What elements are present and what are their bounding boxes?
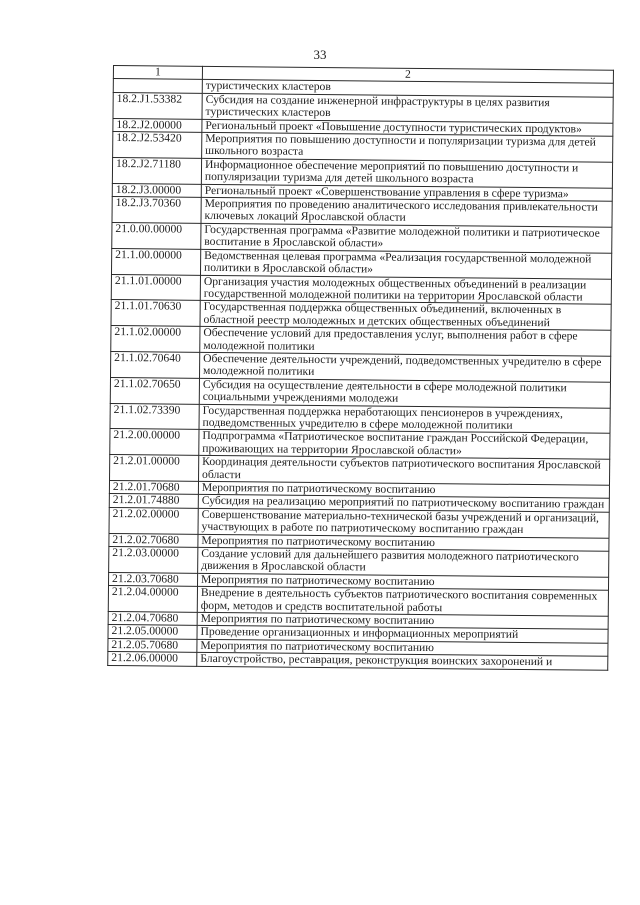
- item-name-cell: Координация деятельности субъектов патриотического воспитания Ярославской области: [199, 456, 610, 486]
- budget-code-cell: 21.2.00.00000: [110, 429, 199, 456]
- item-name-cell: Проведение организационных и информационных мероприятий: [197, 626, 608, 643]
- budget-code-cell: 21.2.04.70680: [108, 612, 197, 626]
- budget-code-cell: 18.2.J2.71180: [112, 157, 201, 184]
- item-name-cell: Мероприятия по патриотическому воспитанию: [198, 481, 609, 498]
- table-body: [108, 79, 614, 670]
- item-name-cell: Субсидия на создание инженерной инфраструктуры в целях развития туристических кластеров: [202, 93, 613, 123]
- budget-code-cell: 21.1.00.00000: [111, 248, 200, 275]
- item-name-cell: Мероприятия по проведению аналитического исследования привлекательности ключевых локаций Ярославской области: [201, 197, 612, 227]
- item-name-cell: Мероприятия по патриотическому воспитанию: [197, 639, 608, 656]
- item-name-cell: Государственная поддержка общественных объединений, включенных в областной реестр молодежных и детских общественных объединений: [200, 301, 611, 331]
- budget-code-cell: 21.2.03.00000: [109, 547, 198, 574]
- budget-code-cell: [113, 79, 202, 93]
- item-name-cell: Совершенствование материально-технической базы учреждений и организаций, участвующих в работе по патриотическому воспитанию граждан: [198, 508, 609, 538]
- item-name-cell: Мероприятия по патриотическому воспитанию: [197, 612, 608, 629]
- budget-code-cell: 21.2.01.70680: [109, 480, 198, 494]
- table-row: [108, 652, 608, 670]
- budget-code-cell: 21.1.02.70650: [110, 377, 199, 404]
- item-name-cell: Ведомственная целевая программа «Реализация государственной молодежной политики в Ярославской области»: [200, 249, 611, 279]
- budget-code-cell: 21.2.06.00000: [108, 652, 197, 666]
- budget-code-cell: 18.2.J3.70360: [112, 197, 201, 224]
- budget-code-cell: 18.2.J1.53382: [113, 92, 202, 119]
- budget-code-cell: 21.2.01.74880: [109, 494, 198, 508]
- budget-code-cell: 21.2.04.00000: [108, 586, 197, 613]
- budget-code-cell: 21.1.01.70630: [111, 300, 200, 327]
- item-name-cell: Подпрограмма «Патриотическое воспитание граждан Российской Федерации, проживающих на территории Ярославской области»: [199, 430, 610, 460]
- item-name-cell: Субсидия на осуществление деятельности в сфере молодежной политики социальными учреждениями молодежи: [199, 378, 610, 408]
- budget-code-cell: 18.2.J2.53420: [113, 132, 202, 159]
- budget-code-cell: 21.2.02.00000: [109, 507, 198, 534]
- item-name-cell: Региональный проект «Совершенствование управления в сфере туризма»: [201, 184, 612, 201]
- item-name-cell: Мероприятия по патриотическому воспитанию: [197, 573, 608, 590]
- item-name-cell: Мероприятия по патриотическому воспитанию: [198, 534, 609, 551]
- item-name-cell: Создание условий для дальнейшего развития молодежного патриотического движения в Ярославской области: [198, 547, 609, 577]
- budget-code-cell: 21.2.01.00000: [110, 455, 199, 482]
- item-name-cell: Государственная поддержка неработающих пенсионеров в учреждениях, подведомственных учредителю в сфере молодежной политики: [199, 404, 610, 434]
- budget-code-table: [107, 65, 614, 670]
- page-number: 33: [313, 47, 327, 62]
- budget-code-cell: 21.1.01.00000: [111, 274, 200, 301]
- column-header-code: 1: [113, 66, 202, 80]
- budget-code-cell: 21.2.05.70680: [108, 638, 197, 652]
- item-name-cell: Внедрение в деятельность субъектов патриотического воспитания современных форм, методов и средств воспитательной работы: [197, 587, 608, 617]
- budget-code-cell: 21.1.02.00000: [111, 326, 200, 353]
- budget-code-cell: 21.1.02.73390: [110, 403, 199, 430]
- item-name-cell: Информационное обеспечение мероприятий по повышению доступности и популяризации туризма для детей школьного возраста: [201, 158, 612, 188]
- budget-code-cell: 18.2.J3.00000: [112, 183, 201, 197]
- item-name-cell: Мероприятия по повышению доступности и популяризации туризма для детей школьного возраста: [202, 132, 613, 162]
- item-name-cell: Организация участия молодежных общественных объединений в реализации государственной молодежной политики на территории Ярославской области: [200, 275, 611, 305]
- budget-code-cell: 21.2.02.70680: [109, 533, 198, 547]
- item-name-cell: Государственная программа «Развитие молодежной политики и патриотическое воспитание в Ярославской области»: [201, 223, 612, 253]
- item-name-cell: Региональный проект «Повышение доступности туристических продуктов»: [202, 119, 613, 136]
- item-name-cell: Обеспечение условий для предоставления услуг, выполнения работ в сфере молодежной политики: [200, 326, 611, 356]
- budget-code-cell: 21.2.05.00000: [108, 625, 197, 639]
- item-name-cell: Субсидия на реализацию мероприятий по патриотическому воспитанию граждан: [198, 495, 609, 512]
- budget-code-cell: 21.1.02.70640: [111, 351, 200, 378]
- column-header-name: 2: [202, 66, 613, 83]
- budget-code-cell: 18.2.J2.00000: [113, 118, 202, 132]
- item-name-cell: туристических кластеров: [202, 80, 613, 97]
- item-name-cell: Обеспечение деятельности учреждений, подведомственных учредителю в сфере молодежной политики: [199, 352, 610, 382]
- budget-code-cell: 21.0.00.00000: [112, 222, 201, 249]
- item-name-cell: Благоустройство, реставрация, реконструкция воинских захоронений и: [197, 653, 608, 670]
- budget-code-cell: 21.2.03.70680: [109, 572, 198, 586]
